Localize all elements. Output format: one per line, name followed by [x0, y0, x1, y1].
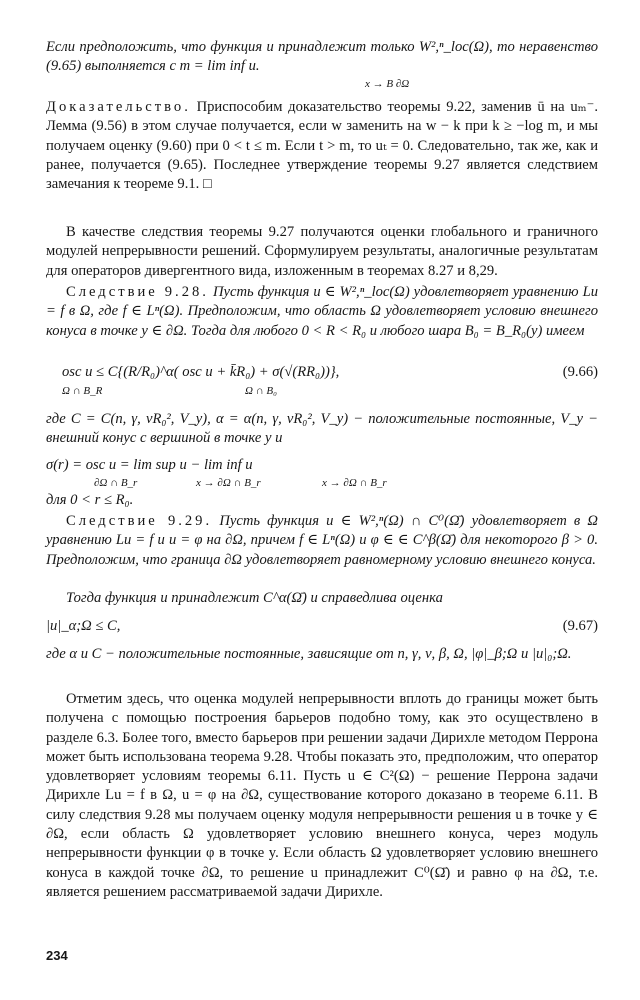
equation-9-66-number: (9.66) [562, 364, 598, 380]
theorem-remark-text: Если предположить, что функция и принадлежит только W²,ⁿ_loc(Ω), то неравенство (9.65) выполняется с m = lim inf u. [46, 39, 598, 75]
corollary-9-29-label: Следствие 9.29. [66, 513, 213, 529]
page-number: 234 [46, 948, 68, 963]
equation-9-67-body: |u|_α;Ω ≤ C, [46, 618, 121, 634]
equation-9-66-subscript-1: Ω ∩ B_R [62, 385, 103, 397]
equation-9-66-subscript-2: Ω ∩ B₀ [245, 385, 277, 397]
liminf-subscript: x → B ∂Ω [365, 78, 410, 90]
corollary-9-28-constants: где C = C(n, γ, νR₀², V_y), α = α(n, γ, νR₀², V_y) − положительные постоянные, V_y − внешний конус с вершиной в точке y и [46, 411, 598, 447]
sigma-subscript-1: ∂Ω ∩ B_r [94, 477, 138, 489]
corollary-9-29-constants: где α и C − положительные постоянные, зависящие от n, γ, ν, β, Ω, |φ|_β;Ω и |u|₀;Ω. [46, 646, 572, 662]
proof-label: Доказательство. [46, 99, 191, 115]
sigma-subscript-2: x → ∂Ω ∩ B_r [196, 477, 261, 489]
corollary-intro-paragraph: В качестве следствия теоремы 9.27 получаются оценки глобального и граничного модулей непрерывности решений. Сформулируем результаты, аналогичные результатам для операторов дивергентного вида, изложенным в теоремах 8.27 и 8,29. [46, 224, 598, 279]
sigma-range: для 0 < r ≤ R₀. [46, 492, 134, 508]
equation-9-67 [46, 617, 598, 636]
sigma-subscript-3: x → ∂Ω ∩ B_r [322, 477, 387, 489]
sigma-definition [46, 456, 598, 475]
corollary-9-29-conclusion: Тогда функция u принадлежит C^α(Ω̄) и справедлива оценка [66, 590, 443, 606]
equation-9-66-body: osc u ≤ C{(R/R₀)^α( osc u + k̄R₀) + σ(√(RR₀))}, [62, 364, 340, 380]
corollary-9-28-text: Пусть функция u ∈ W²,ⁿ_loc(Ω) удовлетворяет уравнению Lu = f в Ω, где f ∈ Lⁿ(Ω). Предположим, что область Ω удовлетворяет условию внешнего конуса в точке y ∈ ∂Ω. Тогда для любого 0 < R < R₀ и любого шара B₀ = B_R₀(y) имеем [46, 284, 598, 339]
proof-paragraph [46, 98, 598, 194]
theorem-remark [46, 38, 598, 77]
equation-9-67-number: (9.67) [562, 618, 598, 634]
sigma-definition-body: σ(r) = osc u = lim sup u − lim inf u [46, 457, 253, 473]
proof-text: Приспособим доказательство теоремы 9.22, заменив ū на uₘ⁻. Лемма (9.56) в этом случае получается, если w заменить на w − k при k ≥ −log m, и мы получаем оценку (9.60) при 0 < t ≤ m. Если t > m, то uₜ = 0. Следовательно, так же, как и ранее, получается (9.65). Последнее утверждение теоремы 9.27 является следствием замечания к теореме 9.1. □ [46, 99, 598, 193]
corollary-9-29-text: Пусть функция u ∈ W²,ⁿ(Ω) ∩ C⁰(Ω̄) удовлетворяет в Ω уравнению Lu = f и u = φ на ∂Ω, причем f ∈ Lⁿ(Ω) и φ ∈ ∈ C^β(Ω̄) для некоторого β > 0. Предположим, что граница ∂Ω удовлетворяет равномерному условию внешнего конуса. [46, 513, 598, 568]
corollary-9-28-label: Следствие 9.28. [66, 284, 209, 300]
corollary-9-28 [46, 283, 598, 341]
corollary-9-29 [46, 512, 598, 570]
final-paragraph: Отметим здесь, что оценка модулей непрерывности вплоть до границы может быть получена с помощью построения барьеров подобно тому, как это осуществлено в разделе 6.3. Более того, вместо барьеров при решении задачи Дирихле методом Перрона может быть использована теорема 9.28. Чтобы показать это, предположим, что оператор удовлетворяет условиям теоремы 6.11. Пусть u ∈ C²(Ω) − решение Перрона задачи Дирихле Lu = f в Ω, u = φ на ∂Ω, существование которого доказано в теореме 6.11. В силу следствия 9.28 мы получаем оценку модуля непрерывности решения u в точке y ∈ ∂Ω, если область Ω удовлетворяет условию внешнего конуса, через модуль непрерывности функции φ в точке y. Если область Ω удовлетворяет условию внешнего конуса в каждой точке ∂Ω, то решение u принадлежит C⁰(Ω̄) и равно φ на ∂Ω, т.е. является решением рассматриваемой задачи Дирихле. [46, 691, 598, 900]
equation-9-66 [46, 363, 598, 382]
